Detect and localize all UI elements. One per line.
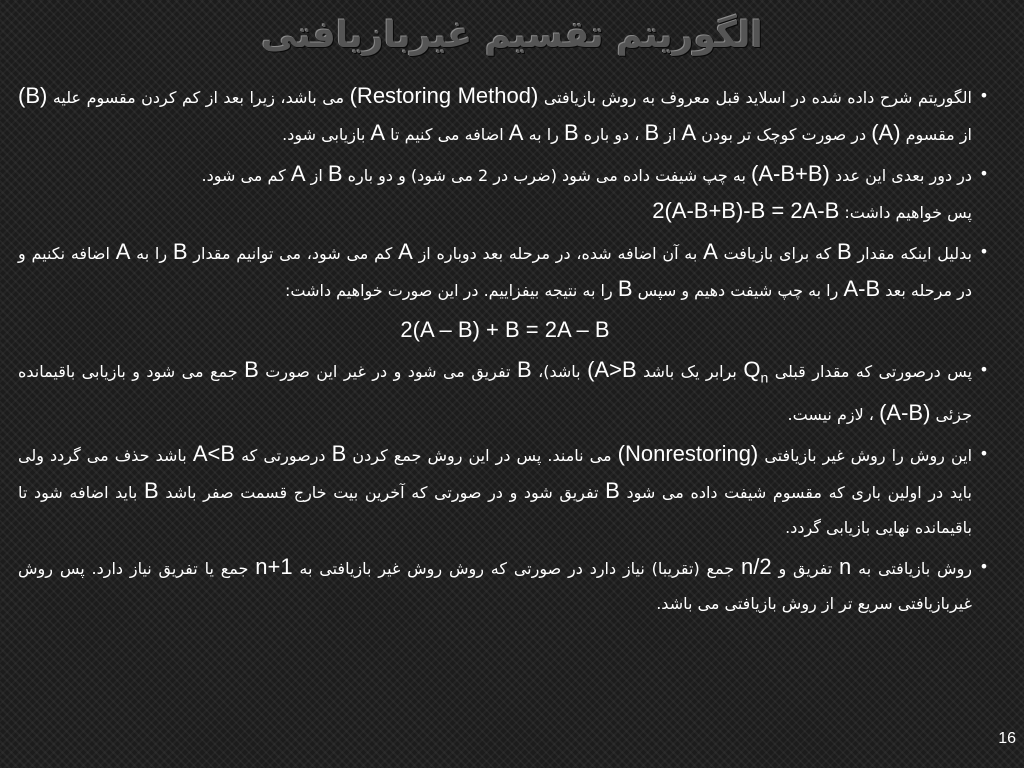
text: این روش را روش غیر بازیافتی [764, 446, 973, 466]
text: برابر یک باشد [643, 362, 737, 381]
term: (A>B [587, 357, 637, 382]
term: B [244, 357, 259, 382]
text: باشد حذف می گردد ولی باید در اولین باری که مقسوم شیفت داده می شود [18, 446, 972, 503]
text: الگوریتم شرح داده شده در اسلاید قبل معروف به روش بازیافتی [543, 88, 972, 107]
text: را به نتیجه بیفزاییم. در این صورت خواهیم داشت: [284, 281, 613, 300]
q-subscript: n [760, 369, 769, 386]
text: روش بازیافتی به [858, 559, 973, 579]
term: A [398, 239, 413, 264]
text: تفریق و [778, 559, 833, 579]
text: به آن اضافه شده، در مرحله بعد دوباره از [418, 244, 698, 263]
term: A [115, 239, 131, 264]
term: B [644, 120, 660, 145]
text: ، لازم نیست. [787, 405, 874, 425]
text: از مقسوم [905, 125, 972, 144]
text: جمع یا تفریق نیاز دارد. پس روش غیربازیافتی سریع تر از روش بازیافتی می باشد. [18, 559, 972, 614]
bullet-icon: • [979, 86, 989, 105]
text: اضافه نکنیم و در مرحله بعد [18, 244, 972, 300]
term: B [516, 357, 532, 382]
text: باشد)، [538, 362, 581, 381]
text: از [664, 125, 677, 144]
formula: 2(A-B+B)-B = 2A-B [652, 198, 840, 223]
text: کم می شود، می توانیم مقدار [193, 244, 393, 263]
text: باید اضافه شود تا باقیمانده نهایی بازیابی گردد. [18, 483, 972, 538]
text: در صورت کوچک تر بودن [701, 125, 867, 144]
text: بدلیل اینکه مقدار [857, 244, 972, 263]
term: (A) [871, 120, 901, 145]
bullet-icon: • [979, 444, 989, 464]
term: B [605, 478, 620, 504]
text: تفریق شود و در صورتی که آخرین بیت خارج قسمت صفر باشد [165, 483, 599, 503]
text: بازیابی شود. [282, 125, 366, 144]
term: n [839, 554, 852, 580]
bullet-icon: • [979, 242, 989, 261]
term: B [143, 478, 159, 504]
bullet-icon: • [979, 557, 989, 577]
text: که برای بازیافت [723, 244, 832, 263]
text: در دور بعدی این عدد [834, 166, 972, 185]
text: جمع (تقریبا) نیاز دارد در صورتی که روش روش غیر بازیافتی به [299, 559, 735, 579]
term: (Nonrestoring) [617, 441, 759, 467]
text: پس درصورتی که مقدار قبلی [774, 362, 973, 381]
text: می باشد، زیرا بعد از کم کردن مقسوم علیه [52, 88, 345, 107]
bullet-icon: • [979, 164, 989, 183]
bullet-restoring-method [18, 78, 992, 152]
text: جمع می شود و بازیابی باقیمانده جزئی [18, 362, 972, 425]
bullet-nonrestoring [18, 436, 992, 545]
term: (Restoring Method) [349, 83, 539, 108]
text: را به [528, 125, 559, 144]
term: (B) [18, 83, 48, 108]
slide-title: الگوریتم تقسیم غیربازیافتی [261, 15, 763, 56]
term-qn [743, 357, 769, 386]
formula-nonrestoring: 2(A – B) + B = 2A – B [400, 317, 610, 342]
term: A [290, 161, 306, 186]
bullet-icon: • [979, 360, 989, 379]
term: n/2 [741, 554, 772, 580]
term: B [172, 239, 188, 264]
term: A [370, 120, 386, 145]
page-number: 16 [998, 730, 1016, 747]
term: A [703, 239, 718, 264]
text: را به چپ شیفت دهیم و سپس [637, 281, 839, 300]
text: پس خواهیم داشت: [844, 203, 972, 222]
q-letter: Q [743, 357, 761, 382]
text: از [310, 166, 323, 185]
text: درصورتی که [241, 446, 326, 466]
term: B [327, 161, 343, 186]
bullet-next-round [18, 156, 992, 230]
term: n+1 [255, 554, 293, 580]
text: به چپ شیفت داده می شود (ضرب در 2 می شود) و دو باره [347, 166, 746, 185]
term: A<B [192, 441, 236, 467]
text: را به [136, 244, 168, 263]
term: B [331, 441, 347, 467]
text: می نامند. پس در این روش جمع کردن [352, 446, 612, 466]
bullet-skip-restore [18, 234, 992, 308]
term: A [681, 120, 697, 145]
text: اضافه می کنیم تا [390, 125, 504, 144]
text: کم می شود. [201, 166, 286, 185]
bullet-comparison [18, 549, 992, 621]
term: A-B [843, 276, 881, 301]
term: B [617, 276, 633, 301]
term: A [508, 120, 524, 145]
term: (A-B+B) [751, 161, 830, 186]
term: B [563, 120, 579, 145]
bullet-qn-condition [18, 352, 992, 432]
term: B [836, 239, 852, 264]
slide-content [18, 78, 992, 708]
text: ، دو باره [583, 125, 640, 144]
text: تفریق می شود و در غیر این صورت [265, 362, 511, 381]
term: (A-B) [879, 400, 931, 426]
